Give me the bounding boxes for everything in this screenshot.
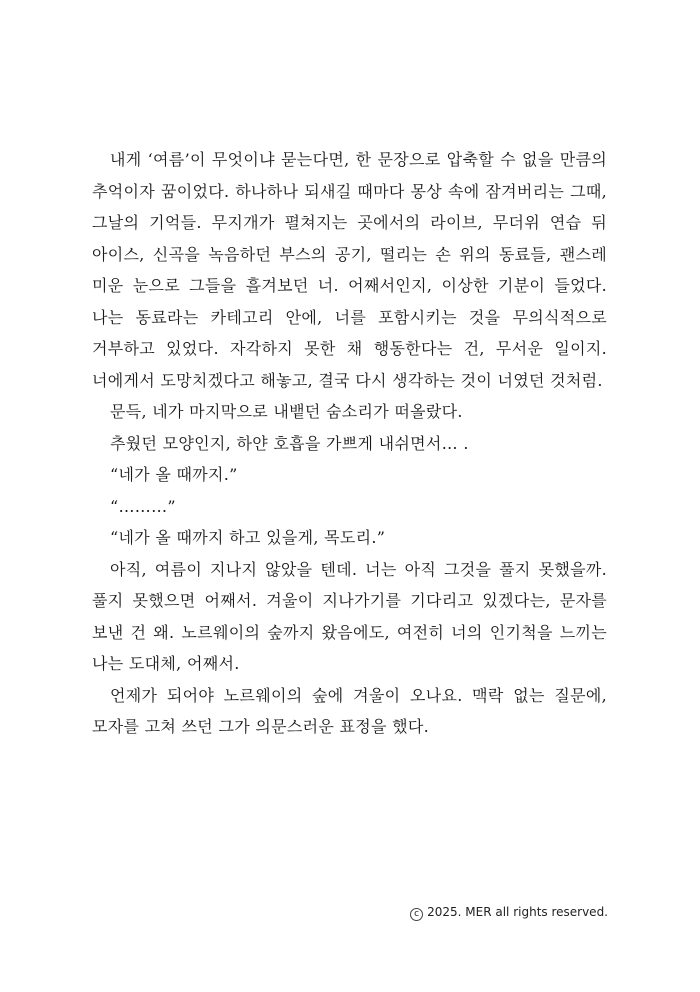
paragraph-1: 내게 ‘여름’이 무엇이냐 묻는다면, 한 문장으로 압축할 수 없을 만큼의 추억이자 꿈이었다. 하나하나 되새길 때마다 몽상 속에 잠겨버리는 그때, 그날의 기억들. 무지개가 펼쳐지는 곳에서의 라이브, 무더위 연습 뒤 아이스, 신곡을 녹음하던 부스의 공기, 떨리는 손 위의 동료들, 괜스레 미운 눈으로 그들을 흘겨보던 너. 어째서인지, 이상한 기분이 들었다. 나는 동료라는 카테고리 안에, 너를 포함시키는 것을 무의식적으로 거부하고 있었다. 자각하지 못한 채 행동한다는 건, 무서운 일이지. 너에게서 도망치겠다고 해놓고, 결국 다시 생각하는 것이 너였던 것처럼. bbox=[92, 150, 607, 390]
paragraph-4-dialogue: “네가 올 때까지.” bbox=[110, 465, 238, 484]
paragraph-5-dialogue: “………” bbox=[110, 496, 176, 516]
paragraph-3: 추웠던 모양인지, 하얀 호흡을 가쁘게 내쉬면서… . bbox=[110, 433, 469, 453]
copyright-text: 2025. MER all rights reserved. bbox=[427, 905, 608, 919]
paragraph-8: 언제가 되어야 노르웨이의 숲에 겨울이 오나요. 맥락 없는 질문에, 모자를 고쳐 쓰던 그가 의문스러운 표정을 했다. bbox=[92, 685, 607, 736]
copyright-notice bbox=[410, 905, 608, 921]
story-body bbox=[92, 144, 607, 743]
paragraph-6-dialogue: “네가 올 때까지 하고 있을게, 목도리.” bbox=[110, 528, 386, 547]
paragraph-2: 문득, 네가 마지막으로 내뱉던 숨소리가 떠올랐다. bbox=[110, 402, 463, 421]
copyright-icon: c bbox=[410, 908, 423, 921]
paragraph-7: 아직, 여름이 지나지 않았을 텐데. 너는 아직 그것을 풀지 못했을까. 풀지 못했으면 어째서. 겨울이 지나가기를 기다리고 있겠다는, 문자를 보낸 건 왜. 노르웨이의 숲까지 왔음에도, 여전히 너의 인기척을 느끼는 나는 도대체, 어째서. bbox=[92, 559, 607, 673]
